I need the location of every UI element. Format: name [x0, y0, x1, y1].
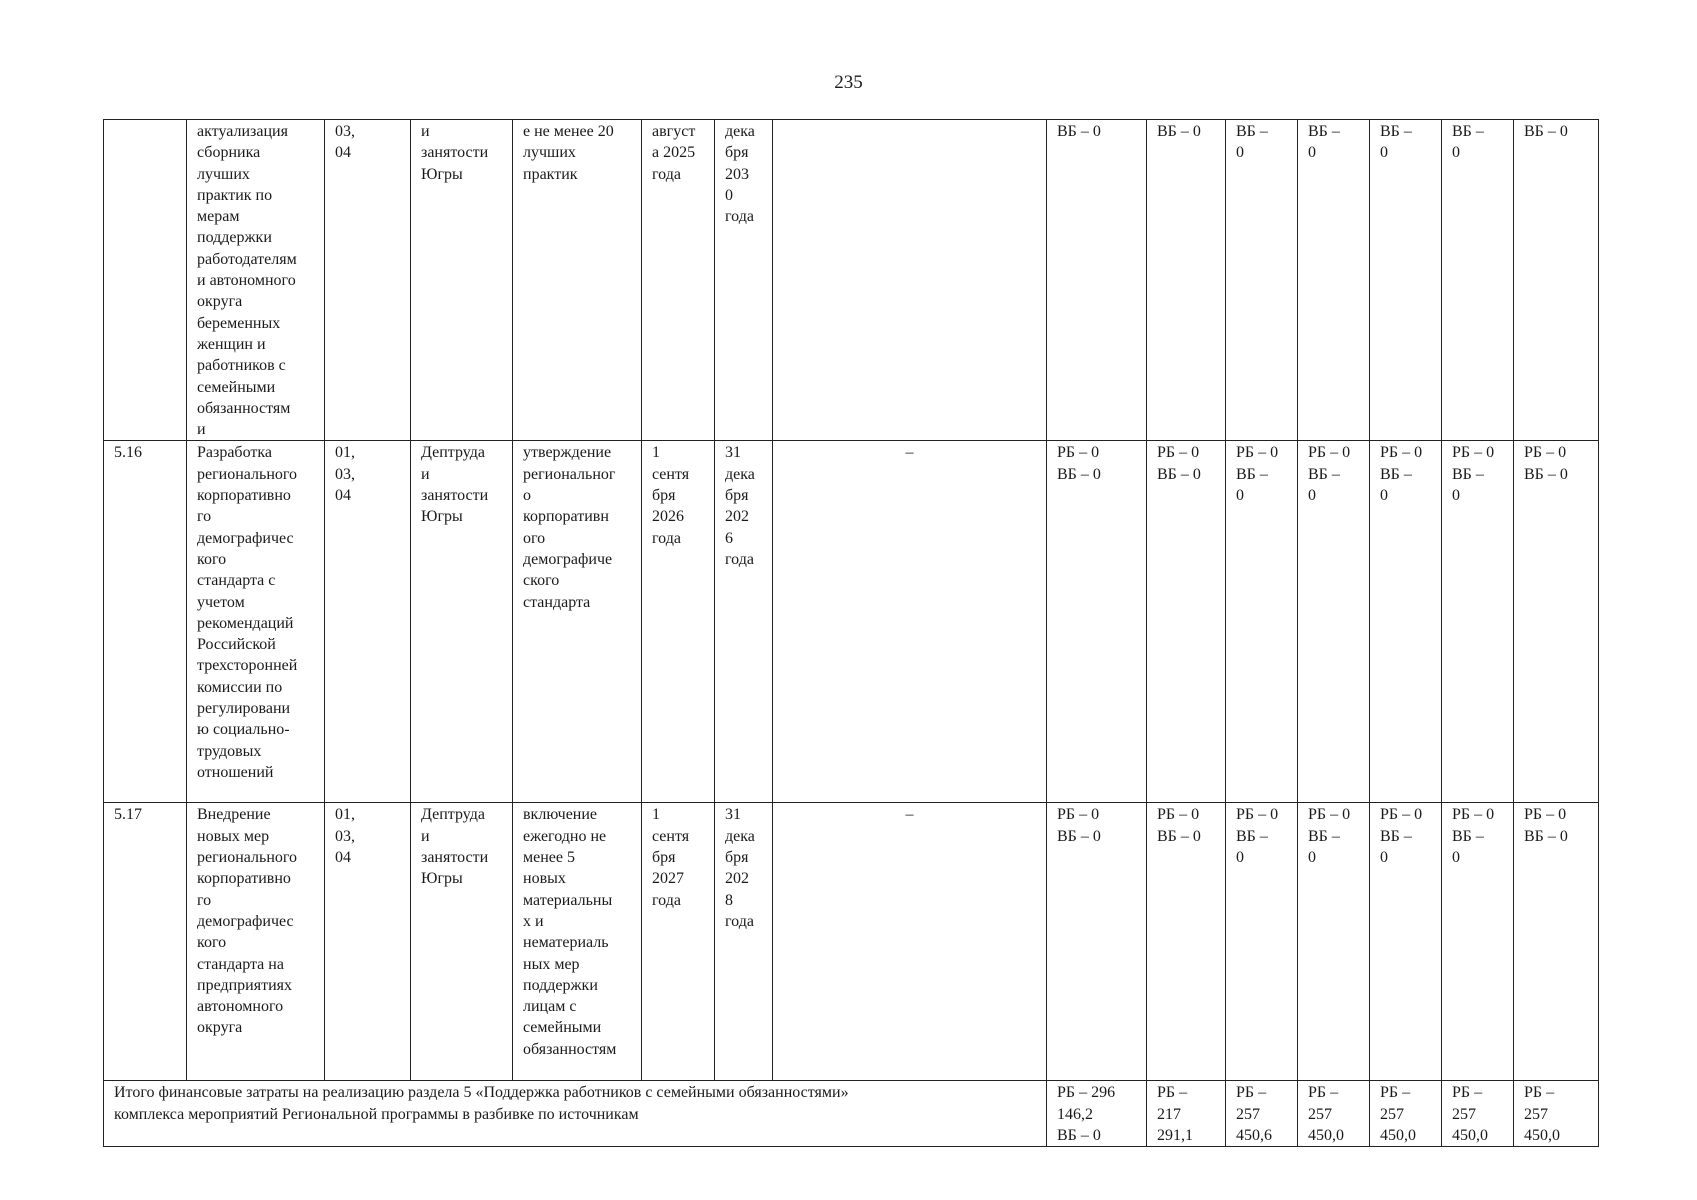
cell-measure-name: актуализация сборника лучших практик по мерам поддержки работодателям и автономного округа беременных женщин и работников с семейными обязанностям и	[187, 120, 325, 441]
cell-measure-name: Разработка регионального корпоративно го демографичес кого стандарта с учетом рекомендаций Российской трехсторонней комиссии по регулировани ю социально- трудовых отношений	[187, 441, 325, 803]
cell-end-date: дека бря 203 0 года	[715, 120, 773, 441]
cell-number: 5.16	[104, 441, 187, 803]
cell-start-date: август а 2025 года	[642, 120, 715, 441]
cell-result: утверждение региональног о корпоративн ого демографиче ского стандарта	[513, 441, 642, 803]
cell-funding-year: РБ – 0 ВБ – 0	[1226, 803, 1298, 1081]
cell-result: включение ежегодно не менее 5 новых материальны х и нематериаль ных мер поддержки лицам с семейными обязанностям	[513, 803, 642, 1081]
cell-funding-year: РБ – 0 ВБ – 0	[1147, 803, 1226, 1081]
cell-codes: 01, 03, 04	[325, 441, 411, 803]
cell-funding-year: РБ – 0 ВБ – 0	[1442, 803, 1514, 1081]
cell-note: –	[773, 803, 1047, 1081]
cell-end-date: 31 дека бря 202 8 года	[715, 803, 773, 1081]
page-number: 235	[834, 72, 863, 93]
total-row	[104, 1081, 1599, 1147]
cell-start-date: 1 сентя бря 2027 года	[642, 803, 715, 1081]
cell-number	[104, 120, 187, 441]
cell-funding-year: РБ – 0 ВБ – 0	[1370, 441, 1442, 803]
cell-codes: 03, 04	[325, 120, 411, 441]
table-row	[104, 441, 1599, 803]
cell-funding-year: РБ – 0 ВБ – 0	[1514, 803, 1599, 1081]
cell-funding-year: РБ – 0 ВБ – 0	[1298, 441, 1370, 803]
cell-result: е не менее 20 лучших практик	[513, 120, 642, 441]
cell-funding-year: РБ – 0 ВБ – 0	[1147, 441, 1226, 803]
total-funding-year: РБ – 257 450,6	[1226, 1081, 1298, 1147]
cell-funding-year: ВБ – 0	[1442, 120, 1514, 441]
total-funding-year: РБ – 257 450,0	[1514, 1081, 1599, 1147]
cell-executor: Дептруда и занятости Югры	[411, 803, 513, 1081]
total-funding-year: РБ – 217 291,1	[1147, 1081, 1226, 1147]
cell-funding-total: РБ – 0 ВБ – 0	[1047, 803, 1147, 1081]
cell-funding-total: ВБ – 0	[1047, 120, 1147, 441]
cell-funding-year: ВБ – 0	[1147, 120, 1226, 441]
table-row	[104, 120, 1599, 441]
cell-funding-year: РБ – 0 ВБ – 0	[1298, 803, 1370, 1081]
total-funding-year: РБ – 257 450,0	[1442, 1081, 1514, 1147]
total-label: Итого финансовые затраты на реализацию раздела 5 «Поддержка работников с семейными обязанностями» комплекса мероприятий Региональной программы в разбивке по источникам	[104, 1081, 1047, 1147]
cell-note	[773, 120, 1047, 441]
cell-funding-year: ВБ – 0	[1514, 120, 1599, 441]
cell-funding-year: ВБ – 0	[1298, 120, 1370, 441]
cell-end-date: 31 дека бря 202 6 года	[715, 441, 773, 803]
cell-executor: и занятости Югры	[411, 120, 513, 441]
cell-start-date: 1 сентя бря 2026 года	[642, 441, 715, 803]
cell-measure-name: Внедрение новых мер регионального корпоративно го демографичес кого стандарта на предприятиях автономного округа	[187, 803, 325, 1081]
cell-executor: Дептруда и занятости Югры	[411, 441, 513, 803]
cell-funding-year: ВБ – 0	[1226, 120, 1298, 441]
table-row	[104, 803, 1599, 1081]
cell-funding-year: РБ – 0 ВБ – 0	[1442, 441, 1514, 803]
cell-funding-total: РБ – 0 ВБ – 0	[1047, 441, 1147, 803]
total-funding-total: РБ – 296 146,2 ВБ – 0	[1047, 1081, 1147, 1147]
cell-funding-year: ВБ – 0	[1370, 120, 1442, 441]
cell-note: –	[773, 441, 1047, 803]
cell-funding-year: РБ – 0 ВБ – 0	[1226, 441, 1298, 803]
total-funding-year: РБ – 257 450,0	[1298, 1081, 1370, 1147]
cell-number: 5.17	[104, 803, 187, 1081]
measures-table	[103, 119, 1599, 1147]
cell-funding-year: РБ – 0 ВБ – 0	[1514, 441, 1599, 803]
cell-funding-year: РБ – 0 ВБ – 0	[1370, 803, 1442, 1081]
cell-codes: 01, 03, 04	[325, 803, 411, 1081]
total-funding-year: РБ – 257 450,0	[1370, 1081, 1442, 1147]
